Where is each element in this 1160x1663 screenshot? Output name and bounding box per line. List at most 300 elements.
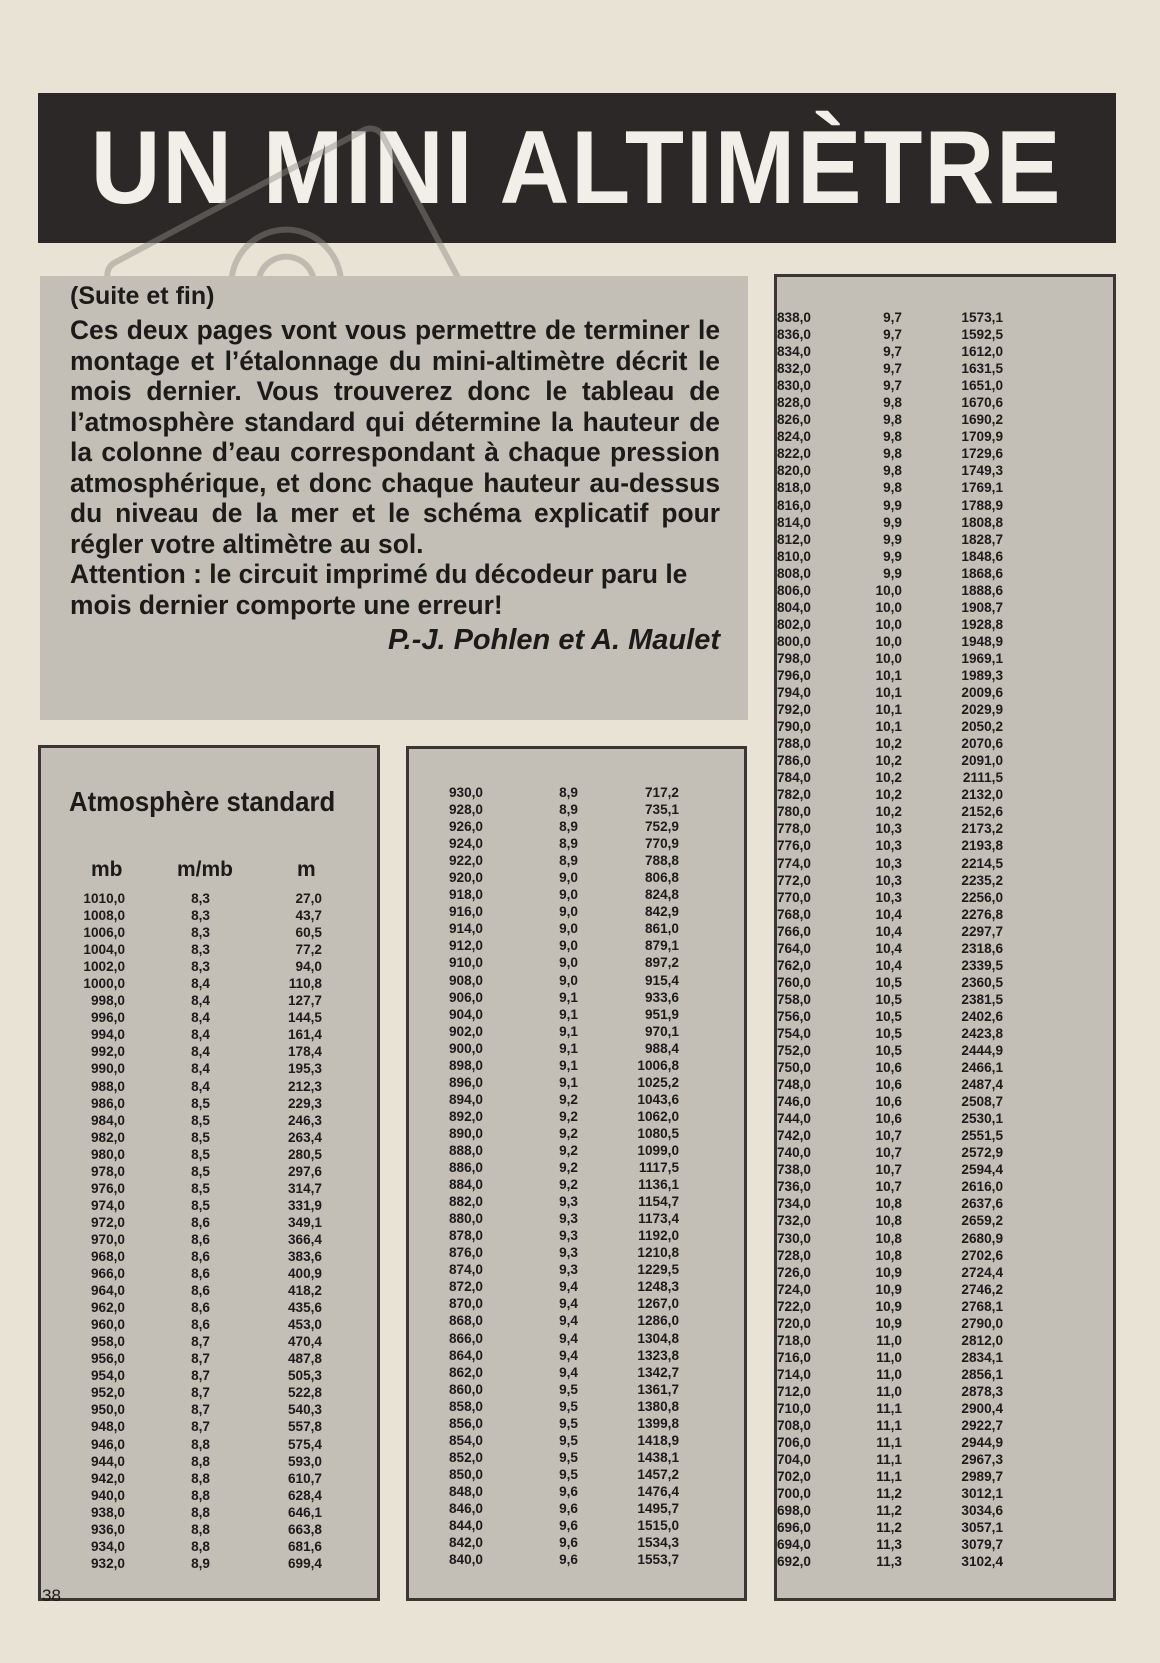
table-row xyxy=(409,920,744,937)
table-row xyxy=(777,1144,1113,1161)
table-row xyxy=(777,940,1113,957)
table-row xyxy=(777,514,1113,531)
cell-mb: 890,0 xyxy=(448,1125,483,1141)
cell-m: 1248,3 xyxy=(637,1279,679,1295)
table-row xyxy=(41,1538,377,1555)
table-row xyxy=(409,1347,744,1364)
table-row xyxy=(777,462,1113,479)
cell-m-per-mb: 11,1 xyxy=(876,1452,902,1468)
cell-mb: 884,0 xyxy=(448,1177,483,1193)
cell-mb: 894,0 xyxy=(448,1091,483,1107)
cell-mb: 796,0 xyxy=(776,667,811,683)
cell-mb: 944,0 xyxy=(90,1453,125,1469)
cell-m-per-mb: 9,7 xyxy=(883,361,902,377)
cell-m-per-mb: 8,3 xyxy=(191,959,210,975)
cell-m-per-mb: 10,2 xyxy=(875,753,902,769)
cell-mb: 896,0 xyxy=(448,1074,483,1090)
cell-mb: 900,0 xyxy=(448,1040,483,1056)
cell-m-per-mb: 10,6 xyxy=(875,1077,902,1093)
cell-mb: 780,0 xyxy=(776,804,811,820)
cell-m-per-mb: 10,5 xyxy=(875,991,902,1007)
cell-m-per-mb: 9,8 xyxy=(883,480,902,496)
cell-mb: 904,0 xyxy=(448,1006,483,1022)
cell-mb: 790,0 xyxy=(776,719,811,735)
cell-mb: 906,0 xyxy=(448,989,483,1005)
cell-m-per-mb: 8,6 xyxy=(191,1231,210,1247)
cell-m: 314,7 xyxy=(287,1180,322,1196)
cell-m: 933,6 xyxy=(644,989,679,1005)
cell-m-per-mb: 8,8 xyxy=(191,1453,210,1469)
cell-mb: 840,0 xyxy=(448,1552,483,1568)
cell-m-per-mb: 10,0 xyxy=(875,582,902,598)
cell-m: 3057,1 xyxy=(961,1520,1003,1536)
cell-m: 127,7 xyxy=(287,993,322,1009)
cell-mb: 756,0 xyxy=(776,1008,811,1024)
cell-m: 897,2 xyxy=(644,955,679,971)
cell-mb: 852,0 xyxy=(448,1449,483,1465)
table-row xyxy=(409,1483,744,1500)
cell-mb: 798,0 xyxy=(776,650,811,666)
table-rows xyxy=(777,309,1113,1570)
cell-m: 806,8 xyxy=(644,870,679,886)
cell-mb: 978,0 xyxy=(90,1163,125,1179)
cell-m-per-mb: 9,3 xyxy=(559,1262,578,1278)
cell-m-per-mb: 9,0 xyxy=(559,972,578,988)
cell-mb: 1006,0 xyxy=(83,925,125,941)
cell-m: 3012,1 xyxy=(961,1486,1003,1502)
cell-mb: 828,0 xyxy=(776,395,811,411)
cell-mb: 806,0 xyxy=(776,582,811,598)
cell-mb: 964,0 xyxy=(90,1283,125,1299)
table-row xyxy=(409,1312,744,1329)
table-row xyxy=(409,1210,744,1227)
cell-m: 2768,1 xyxy=(961,1298,1003,1314)
table-row xyxy=(777,1008,1113,1025)
cell-m-per-mb: 10,7 xyxy=(875,1128,902,1144)
cell-m-per-mb: 9,4 xyxy=(559,1364,578,1380)
cell-m: 1192,0 xyxy=(638,1228,679,1244)
cell-mb: 850,0 xyxy=(448,1466,483,1482)
cell-m-per-mb: 10,7 xyxy=(875,1145,902,1161)
cell-m: 2318,6 xyxy=(961,940,1003,956)
table-panel-3 xyxy=(774,274,1116,1601)
cell-m-per-mb: 10,1 xyxy=(875,667,902,683)
cell-m-per-mb: 9,2 xyxy=(559,1125,578,1141)
table-row xyxy=(409,1057,744,1074)
table-row xyxy=(777,1536,1113,1553)
cell-m: 453,0 xyxy=(287,1317,322,1333)
cell-m-per-mb: 11,0 xyxy=(876,1366,902,1382)
cell-m-per-mb: 9,2 xyxy=(559,1177,578,1193)
cell-m-per-mb: 8,7 xyxy=(191,1351,210,1367)
table-row xyxy=(777,1093,1113,1110)
cell-m-per-mb: 11,1 xyxy=(876,1435,902,1451)
cell-m: 1323,8 xyxy=(637,1347,679,1363)
cell-m-per-mb: 11,2 xyxy=(876,1520,902,1536)
cell-m: 2132,0 xyxy=(961,787,1003,803)
cell-m: 1670,6 xyxy=(961,395,1003,411)
cell-m: 1969,1 xyxy=(961,650,1003,666)
cell-m: 2256,0 xyxy=(961,889,1003,905)
cell-m: 280,5 xyxy=(287,1146,322,1162)
table-row xyxy=(409,1330,744,1347)
cell-m: 2944,9 xyxy=(961,1435,1003,1451)
table-row xyxy=(777,820,1113,837)
cell-m-per-mb: 8,9 xyxy=(559,785,578,800)
cell-mb: 816,0 xyxy=(776,497,811,513)
cell-mb: 764,0 xyxy=(776,940,811,956)
cell-m: 2900,4 xyxy=(961,1401,1003,1416)
cell-m-per-mb: 8,4 xyxy=(191,1044,210,1060)
cell-mb: 812,0 xyxy=(776,531,811,547)
table-row xyxy=(41,992,377,1009)
cell-m-per-mb: 10,1 xyxy=(875,702,902,718)
cell-m-per-mb: 10,3 xyxy=(875,855,902,871)
table-row xyxy=(409,1364,744,1381)
cell-mb: 990,0 xyxy=(90,1061,125,1077)
table-row xyxy=(777,735,1113,752)
cell-m-per-mb: 10,8 xyxy=(875,1213,902,1229)
cell-m-per-mb: 11,3 xyxy=(876,1554,902,1570)
cell-m: 1457,2 xyxy=(637,1466,679,1482)
cell-mb: 802,0 xyxy=(776,616,811,632)
cell-mb: 874,0 xyxy=(448,1262,483,1278)
cell-m-per-mb: 9,0 xyxy=(559,887,578,903)
cell-m-per-mb: 8,3 xyxy=(191,942,210,958)
table-row xyxy=(41,1333,377,1350)
cell-mb: 902,0 xyxy=(448,1023,483,1039)
cell-m-per-mb: 10,4 xyxy=(875,957,902,973)
cell-m-per-mb: 9,8 xyxy=(883,446,902,462)
table-row xyxy=(41,1095,377,1112)
table-row xyxy=(777,377,1113,394)
cell-mb: 760,0 xyxy=(776,974,811,990)
cell-m-per-mb: 9,1 xyxy=(559,1040,578,1056)
cell-mb: 826,0 xyxy=(776,412,811,428)
cell-mb: 704,0 xyxy=(776,1452,811,1468)
table-row xyxy=(777,1178,1113,1195)
table-row xyxy=(777,1230,1113,1247)
cell-m-per-mb: 9,0 xyxy=(559,938,578,954)
cell-m: 2746,2 xyxy=(961,1281,1003,1297)
table-row xyxy=(777,855,1113,872)
cell-m: 557,8 xyxy=(287,1419,322,1435)
table-row xyxy=(409,818,744,835)
cell-m-per-mb: 11,1 xyxy=(876,1401,902,1416)
header-mb: mb xyxy=(91,858,123,881)
cell-m-per-mb: 9,3 xyxy=(559,1228,578,1244)
cell-m: 915,4 xyxy=(644,972,679,988)
table-row xyxy=(409,1142,744,1159)
table-row xyxy=(409,1227,744,1244)
cell-mb: 940,0 xyxy=(90,1487,125,1503)
table-row xyxy=(41,975,377,992)
intro-body: Ces deux pages vont vous permettre de terminer le montage et l’étalonnage du mini-altimètre décrit le mois dernier. Vous trouverez donc le tableau de l’atmosphère standard qui détermine la hauteur de la colonne d’eau correspondant à chaque pression atmosphérique, et donc chaque hauteur au-dessus du niveau de la mer et le schéma explicatif pour régler votre altimètre au sol. xyxy=(70,315,720,559)
cell-mb: 948,0 xyxy=(90,1419,125,1435)
cell-m: 2276,8 xyxy=(961,906,1003,922)
table-row xyxy=(409,852,744,869)
table-row xyxy=(409,972,744,989)
table-row xyxy=(777,360,1113,377)
table-row xyxy=(777,667,1113,684)
cell-m-per-mb: 10,0 xyxy=(875,616,902,632)
cell-m: 2616,0 xyxy=(961,1179,1003,1195)
cell-m: 1006,8 xyxy=(637,1057,679,1073)
table-row xyxy=(777,1553,1113,1570)
cell-m-per-mb: 10,9 xyxy=(875,1264,902,1280)
table-row xyxy=(41,1350,377,1367)
cell-m-per-mb: 10,4 xyxy=(875,906,902,922)
cell-m: 505,3 xyxy=(287,1368,322,1384)
table-row xyxy=(41,1453,377,1470)
table-row xyxy=(777,1366,1113,1383)
cell-m: 2967,3 xyxy=(961,1452,1003,1468)
table-rows xyxy=(41,890,377,1572)
cell-m: 824,8 xyxy=(644,887,679,903)
cell-mb: 954,0 xyxy=(90,1368,125,1384)
table-row xyxy=(777,1247,1113,1264)
cell-m: 1989,3 xyxy=(961,667,1003,683)
cell-m: 575,4 xyxy=(287,1436,322,1452)
table-row xyxy=(777,343,1113,360)
table-row xyxy=(777,565,1113,582)
table-row xyxy=(409,1534,744,1551)
cell-mb: 950,0 xyxy=(90,1402,125,1418)
cell-m: 195,3 xyxy=(287,1061,322,1077)
table-column-headers xyxy=(41,858,377,884)
cell-m-per-mb: 9,5 xyxy=(559,1449,578,1465)
table-row xyxy=(409,1159,744,1176)
table-row xyxy=(41,1401,377,1418)
cell-m-per-mb: 10,2 xyxy=(875,787,902,803)
cell-m-per-mb: 10,0 xyxy=(875,599,902,615)
page-title: UN MINI ALTIMÈTRE xyxy=(91,110,1063,226)
cell-m-per-mb: 8,8 xyxy=(191,1470,210,1486)
intro-author: P.-J. Pohlen et A. Maulet xyxy=(388,624,720,656)
cell-mb: 982,0 xyxy=(90,1129,125,1145)
cell-m-per-mb: 10,5 xyxy=(875,974,902,990)
table-row xyxy=(41,1163,377,1180)
cell-m: 1438,1 xyxy=(637,1449,679,1465)
table-row xyxy=(777,411,1113,428)
cell-m: 2173,2 xyxy=(961,821,1003,837)
cell-m-per-mb: 10,6 xyxy=(875,1111,902,1127)
cell-m-per-mb: 9,7 xyxy=(883,344,902,360)
cell-m: 2381,5 xyxy=(961,991,1003,1007)
cell-mb: 878,0 xyxy=(448,1228,483,1244)
cell-mb: 986,0 xyxy=(90,1095,125,1111)
table-row xyxy=(777,1349,1113,1366)
table-row xyxy=(777,872,1113,889)
table-row xyxy=(409,784,744,801)
cell-m: 2530,1 xyxy=(961,1111,1003,1127)
table-row xyxy=(777,991,1113,1008)
cell-m: 951,9 xyxy=(644,1006,679,1022)
cell-mb: 882,0 xyxy=(448,1194,483,1210)
table-row xyxy=(409,1432,744,1449)
cell-m: 2572,9 xyxy=(961,1145,1003,1161)
cell-mb: 766,0 xyxy=(776,923,811,939)
cell-mb: 808,0 xyxy=(776,565,811,581)
table-row xyxy=(777,1195,1113,1212)
cell-m-per-mb: 10,9 xyxy=(875,1298,902,1314)
cell-m: 1495,7 xyxy=(637,1500,679,1516)
cell-m: 161,4 xyxy=(287,1027,322,1043)
cell-mb: 702,0 xyxy=(776,1469,811,1485)
table-row xyxy=(41,1043,377,1060)
cell-m-per-mb: 10,3 xyxy=(875,821,902,837)
cell-m-per-mb: 10,9 xyxy=(875,1315,902,1331)
cell-mb: 934,0 xyxy=(90,1538,125,1554)
table-row xyxy=(777,1315,1113,1332)
cell-m: 1229,5 xyxy=(637,1262,679,1278)
cell-m-per-mb: 9,9 xyxy=(883,531,902,547)
cell-mb: 996,0 xyxy=(90,1010,125,1026)
cell-mb: 942,0 xyxy=(90,1470,125,1486)
cell-m: 788,8 xyxy=(644,853,679,869)
cell-m: 77,2 xyxy=(295,942,322,958)
table-row xyxy=(777,1519,1113,1536)
cell-mb: 994,0 xyxy=(90,1027,125,1043)
cell-m-per-mb: 8,6 xyxy=(191,1266,210,1282)
cell-m-per-mb: 9,6 xyxy=(559,1535,578,1551)
table-row xyxy=(777,326,1113,343)
cell-m: 1908,7 xyxy=(961,599,1003,615)
cell-mb: 730,0 xyxy=(776,1230,811,1246)
table-row xyxy=(777,1417,1113,1434)
page-number: 38 xyxy=(42,1586,61,1605)
cell-mb: 722,0 xyxy=(776,1298,811,1314)
cell-mb: 1004,0 xyxy=(83,942,125,958)
cell-m: 3102,4 xyxy=(961,1554,1003,1570)
cell-m: 1173,4 xyxy=(638,1211,679,1227)
table-row xyxy=(409,1278,744,1295)
table-row xyxy=(41,1146,377,1163)
cell-m-per-mb: 8,9 xyxy=(559,802,578,818)
cell-m: 988,4 xyxy=(644,1040,679,1056)
cell-m: 1808,8 xyxy=(961,514,1003,530)
cell-m: 178,4 xyxy=(287,1044,322,1060)
title-banner xyxy=(38,93,1116,243)
cell-mb: 800,0 xyxy=(776,633,811,649)
cell-m: 1690,2 xyxy=(961,412,1003,428)
cell-m: 366,4 xyxy=(287,1231,322,1247)
table-row xyxy=(777,906,1113,923)
table-row xyxy=(409,1466,744,1483)
cell-m: 1729,6 xyxy=(961,446,1003,462)
cell-m: 2297,7 xyxy=(961,923,1003,939)
cell-m: 699,4 xyxy=(287,1555,322,1571)
cell-mb: 998,0 xyxy=(90,993,125,1009)
cell-mb: 888,0 xyxy=(448,1142,483,1158)
table-row xyxy=(409,1125,744,1142)
cell-m-per-mb: 8,9 xyxy=(559,853,578,869)
cell-mb: 916,0 xyxy=(448,904,483,920)
table-row xyxy=(409,903,744,920)
cell-m: 646,1 xyxy=(287,1504,322,1520)
cell-mb: 736,0 xyxy=(776,1179,811,1195)
intro-box xyxy=(40,276,748,720)
cell-mb: 830,0 xyxy=(776,378,811,394)
cell-mb: 968,0 xyxy=(90,1248,125,1264)
cell-m-per-mb: 9,2 xyxy=(559,1108,578,1124)
table-row xyxy=(41,1299,377,1316)
cell-m: 861,0 xyxy=(644,921,679,937)
table-row xyxy=(409,835,744,852)
cell-mb: 706,0 xyxy=(776,1435,811,1451)
cell-m-per-mb: 8,7 xyxy=(191,1385,210,1401)
cell-m: 2070,6 xyxy=(961,736,1003,752)
table-row xyxy=(777,1400,1113,1417)
cell-m: 400,9 xyxy=(287,1266,322,1282)
cell-m: 1788,9 xyxy=(961,497,1003,513)
cell-m: 1080,5 xyxy=(637,1125,679,1141)
cell-mb: 810,0 xyxy=(776,548,811,564)
cell-mb: 784,0 xyxy=(776,770,811,786)
cell-mb: 724,0 xyxy=(776,1281,811,1297)
cell-mb: 856,0 xyxy=(448,1415,483,1431)
cell-m-per-mb: 11,1 xyxy=(876,1418,902,1434)
cell-mb: 992,0 xyxy=(90,1044,125,1060)
cell-m-per-mb: 10,6 xyxy=(875,1094,902,1110)
cell-m-per-mb: 9,7 xyxy=(883,310,902,325)
cell-mb: 910,0 xyxy=(448,955,483,971)
table-row xyxy=(41,958,377,975)
cell-mb: 868,0 xyxy=(448,1313,483,1329)
cell-m-per-mb: 8,7 xyxy=(191,1419,210,1435)
cell-m-per-mb: 8,5 xyxy=(191,1180,210,1196)
cell-m-per-mb: 9,8 xyxy=(883,395,902,411)
cell-mb: 772,0 xyxy=(776,872,811,888)
cell-m: 610,7 xyxy=(287,1470,322,1486)
cell-m-per-mb: 8,6 xyxy=(191,1300,210,1316)
table-row xyxy=(777,1451,1113,1468)
table-row xyxy=(777,1212,1113,1229)
cell-m: 2360,5 xyxy=(961,974,1003,990)
cell-m-per-mb: 9,2 xyxy=(559,1142,578,1158)
cell-m-per-mb: 9,1 xyxy=(559,1006,578,1022)
table-row xyxy=(409,886,744,903)
cell-mb: 778,0 xyxy=(776,821,811,837)
cell-m-per-mb: 10,0 xyxy=(875,650,902,666)
cell-m-per-mb: 10,2 xyxy=(875,770,902,786)
cell-m: 487,8 xyxy=(287,1351,322,1367)
cell-m: 1592,5 xyxy=(961,327,1003,343)
table-row xyxy=(777,428,1113,445)
table-row xyxy=(409,1449,744,1466)
cell-m-per-mb: 10,1 xyxy=(875,685,902,701)
cell-mb: 932,0 xyxy=(90,1555,125,1571)
cell-mb: 746,0 xyxy=(776,1094,811,1110)
cell-m-per-mb: 11,3 xyxy=(876,1537,902,1553)
table-row xyxy=(777,1059,1113,1076)
table-row xyxy=(41,1521,377,1538)
cell-mb: 716,0 xyxy=(776,1349,811,1365)
cell-mb: 750,0 xyxy=(776,1060,811,1076)
cell-m: 212,3 xyxy=(287,1078,322,1094)
cell-m: 1210,8 xyxy=(637,1245,679,1261)
cell-mb: 700,0 xyxy=(776,1486,811,1502)
cell-m-per-mb: 10,8 xyxy=(875,1247,902,1263)
table-row xyxy=(409,937,744,954)
cell-mb: 866,0 xyxy=(448,1330,483,1346)
table-row xyxy=(777,1127,1113,1144)
cell-m: 1361,7 xyxy=(637,1381,679,1397)
cell-m-per-mb: 9,5 xyxy=(559,1398,578,1414)
cell-m-per-mb: 8,4 xyxy=(191,993,210,1009)
table-row xyxy=(41,941,377,958)
cell-m: 2508,7 xyxy=(961,1094,1003,1110)
